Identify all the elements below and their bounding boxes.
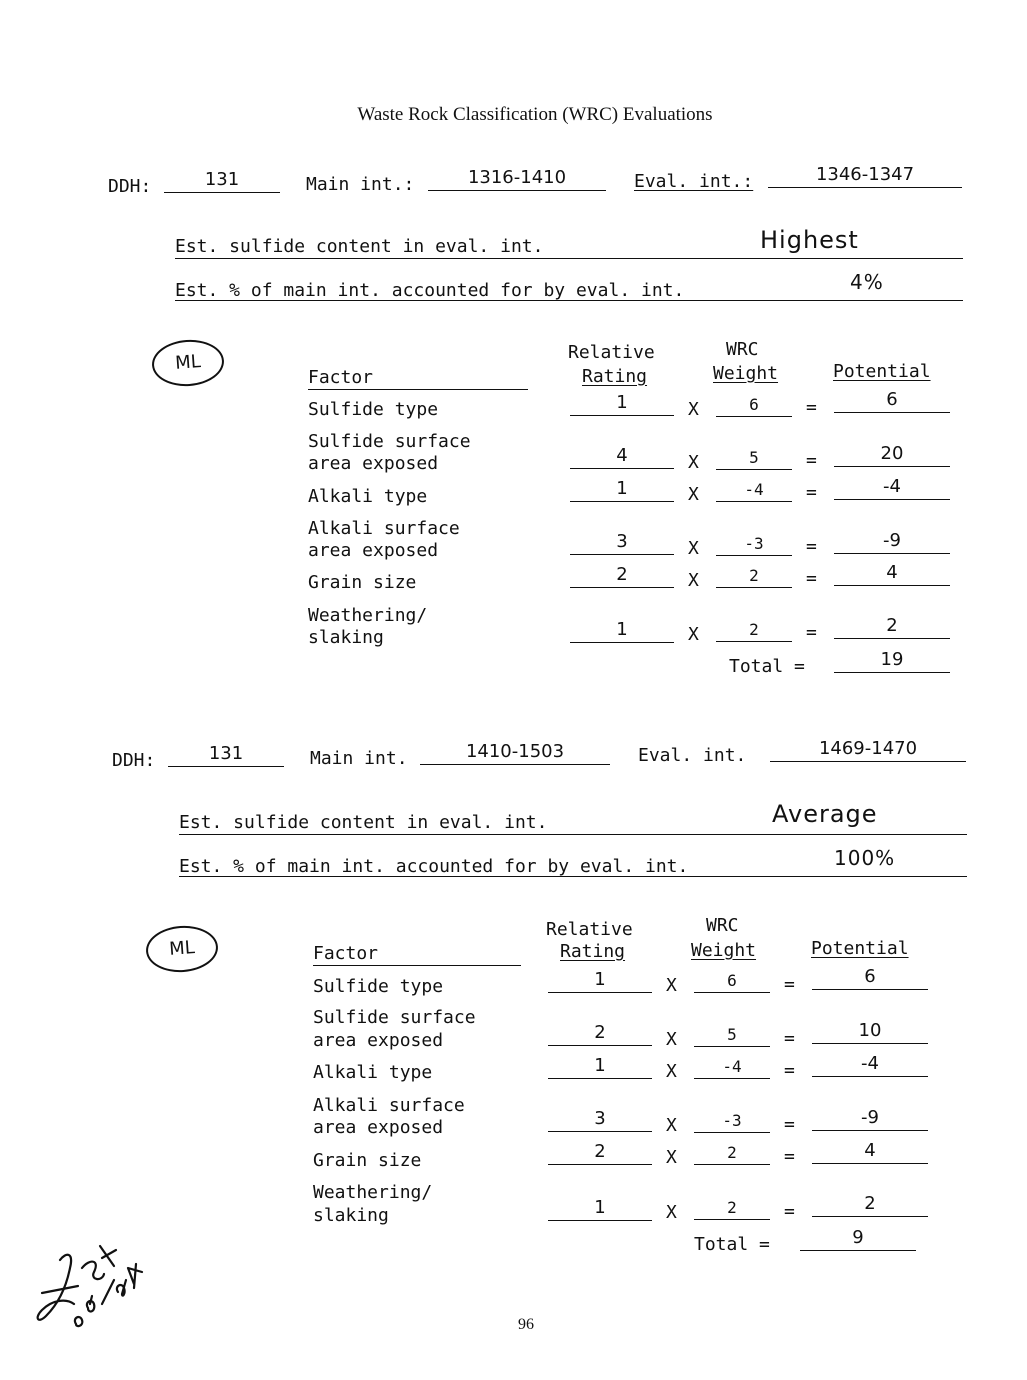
sulfide-content-value: Highest [760,226,859,254]
factor-name-line2: area exposed [308,540,439,561]
potential-value: -4 [834,475,950,500]
rating-value: 1 [548,1196,652,1221]
times-sign: X [688,570,699,591]
sulfide-content-value: Average [772,800,878,828]
weight-header: Weight [713,363,779,384]
weight-value: -4 [716,479,792,502]
potential-header: Potential [811,938,909,959]
times-sign: X [688,484,699,505]
factor-name: Weathering/ [313,1182,433,1203]
ddh-value: 131 [168,742,284,767]
times-sign: X [688,452,699,473]
main-int-label: Main int.: [306,174,415,195]
weight-header: Weight [691,940,757,961]
rating-value: 1 [548,1054,652,1079]
est-percent-line [179,876,967,877]
factor-name-line2: slaking [308,627,384,648]
total-label: Total = [694,1234,770,1255]
wrc-header: WRC [706,915,739,936]
factor-name: Alkali type [313,1062,433,1083]
factor-name: Sulfide surface [313,1007,476,1028]
equals-sign: = [806,482,817,503]
weight-value: 6 [694,970,770,993]
ddh-label: DDH: [108,176,152,197]
factor-header: Factor [308,367,374,388]
potential-value: -4 [812,1052,928,1077]
est-sulfide-label: Est. sulfide content in eval. int. [175,236,544,257]
potential-value: 6 [812,965,928,990]
times-sign: X [666,1147,677,1168]
page-number: 96 [518,1316,534,1333]
factor-name: Alkali surface [308,518,460,539]
weight-value: 2 [694,1197,770,1220]
weight-value: 2 [716,619,792,642]
equals-sign: = [806,622,817,643]
est-percent-label: Est. % of main int. accounted for by eval. int. [179,856,689,877]
weight-value: 2 [716,565,792,588]
relative-header: Relative [546,919,633,940]
times-sign: X [688,399,699,420]
total-value: 19 [834,648,950,673]
ddh-value: 131 [164,168,280,193]
eval-int-value: 1469-1470 [770,737,966,762]
main-int-label: Main int. [310,748,408,769]
rating-value: 3 [548,1107,652,1132]
rating-header: Rating [582,366,648,387]
ml-circle: ML [144,924,219,975]
eval-int-value: 1346-1347 [768,163,962,188]
equals-sign: = [806,536,817,557]
equals-sign: = [784,1146,795,1167]
main-int-value: 1316-1410 [428,166,606,191]
total-label: Total = [729,656,805,677]
factor-name: Weathering/ [308,605,428,626]
relative-header: Relative [568,342,655,363]
potential-value: 2 [812,1192,928,1217]
rating-value: 1 [570,618,674,643]
rating-value: 1 [570,477,674,502]
times-sign: X [688,624,699,645]
factor-name-line2: area exposed [308,453,439,474]
ddh-label: DDH: [112,750,156,771]
est-sulfide-label: Est. sulfide content in eval. int. [179,812,548,833]
weight-value: 5 [716,447,792,470]
equals-sign: = [784,1028,795,1049]
rating-value: 2 [548,1021,652,1046]
potential-value: 4 [834,561,950,586]
rating-value: 4 [570,444,674,469]
equals-sign: = [784,974,795,995]
factor-name: Sulfide type [313,976,444,997]
potential-value: 10 [812,1019,928,1044]
ml-circle: ML [150,338,225,389]
potential-value: 4 [812,1139,928,1164]
potential-value: 6 [834,388,950,413]
equals-sign: = [784,1114,795,1135]
rating-header: Rating [560,941,626,962]
percent-value: 100% [834,846,896,870]
rating-value: 2 [548,1140,652,1165]
potential-value: -9 [834,529,950,554]
rating-value: 2 [570,563,674,588]
factor-name: Sulfide surface [308,431,471,452]
factor-name: Alkali surface [313,1095,465,1116]
times-sign: X [688,538,699,559]
weight-value: 6 [716,394,792,417]
potential-header: Potential [833,361,931,382]
potential-value: 2 [834,614,950,639]
eval-int-label: Eval. int.: [634,171,754,192]
factor-name-line2: slaking [313,1205,389,1226]
times-sign: X [666,1115,677,1136]
rating-value: 1 [548,968,652,993]
total-value: 9 [800,1226,916,1251]
weight-value: -3 [694,1110,770,1133]
document-title: Waste Rock Classification (WRC) Evaluations [357,104,713,125]
factor-name: Grain size [313,1150,422,1171]
weight-value: -3 [716,533,792,556]
times-sign: X [666,1202,677,1223]
equals-sign: = [784,1060,795,1081]
weight-value: 2 [694,1142,770,1165]
factor-name: Grain size [308,572,417,593]
times-sign: X [666,1061,677,1082]
percent-value: 4% [850,270,884,294]
factor-header-line [313,965,521,966]
factor-name: Alkali type [308,486,428,507]
factor-name-line2: area exposed [313,1030,444,1051]
est-percent-label: Est. % of main int. accounted for by eval. int. [175,280,685,301]
weight-value: -4 [694,1056,770,1079]
equals-sign: = [784,1201,795,1222]
potential-value: -9 [812,1106,928,1131]
factor-name: Sulfide type [308,399,439,420]
est-sulfide-line [179,834,967,835]
equals-sign: = [806,450,817,471]
potential-value: 20 [834,442,950,467]
equals-sign: = [806,568,817,589]
times-sign: X [666,1029,677,1050]
times-sign: X [666,975,677,996]
weight-value: 5 [694,1024,770,1047]
factor-name-line2: area exposed [313,1117,444,1138]
equals-sign: = [806,397,817,418]
main-int-value: 1410-1503 [420,740,610,765]
eval-int-label: Eval. int. [638,745,747,766]
rating-value: 3 [570,530,674,555]
factor-header: Factor [313,943,379,964]
wrc-header: WRC [726,339,759,360]
rating-value: 1 [570,391,674,416]
